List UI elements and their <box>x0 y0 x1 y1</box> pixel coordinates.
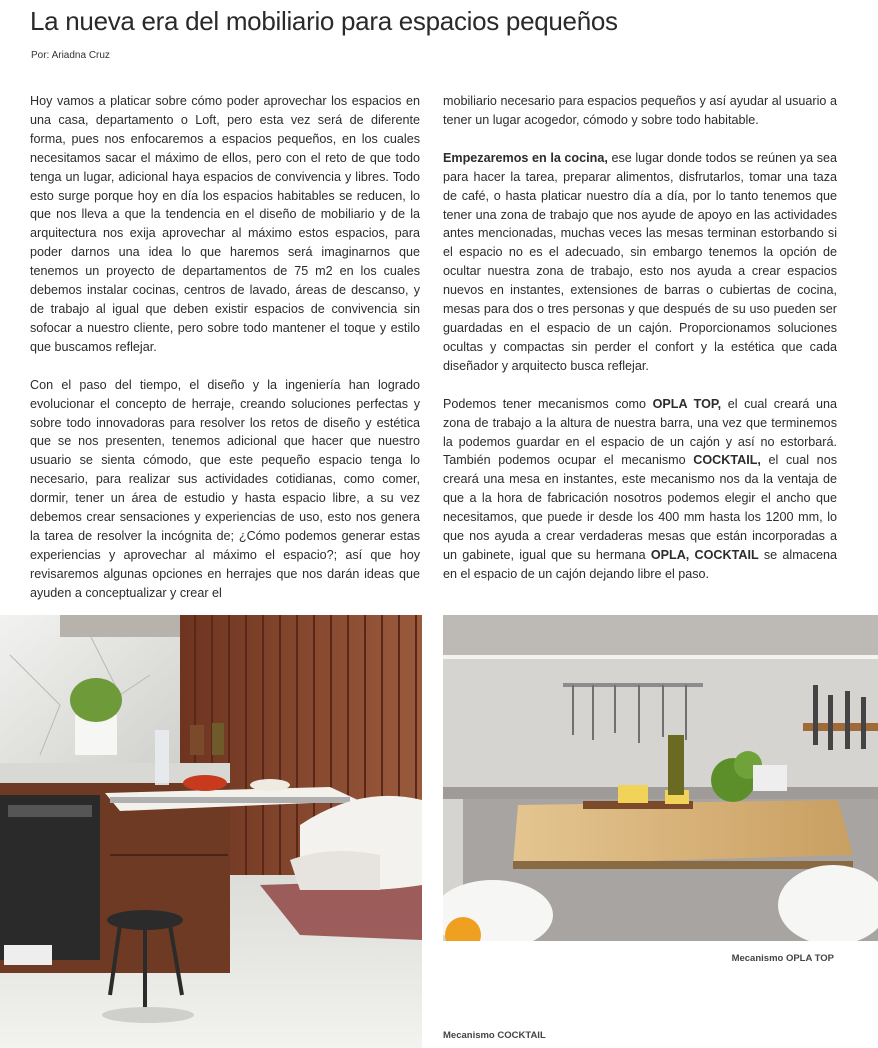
text-run: el cual creará una zona de trabajo a la altura de nuestra barra, una vez que terminemos la podemos guardar en el espacio de un cajón y así no estorbará. También podemos ocupar el mecanismo <box>443 396 837 468</box>
byline: Por: Ariadna Cruz <box>31 50 110 61</box>
cocktail-kitchen-photo <box>0 615 422 1048</box>
right-text-column <box>443 92 837 603</box>
paragraph <box>443 149 837 376</box>
paragraph: mobiliario necesario para espacios pequeños y así ayudar al usuario a tener un lugar acogedor, cómodo y sobre todo habitable. <box>443 94 837 127</box>
paragraph: Con el paso del tiempo, el diseño y la ingeniería han logrado evolucionar el concepto de herraje, creando soluciones perfectas y sobre todo innovadoras para resolver los retos de diseño y estética que se nos presenten, tenemos adicional que hacer que nuestro usuario se sienta cómodo, que este pequeño espacio tenga lo necesario, para realizar sus actividades cotidianas, como comer, dormir, tener un área de estudio y hasta espacio libre, a su vez debemos crear sensaciones y experiencias de uso, esto nos genera la tarea de resolver la incógnita de; ¿Cómo podemos generar estas experiencias y aprovechar al máximo el espacio?; así que hoy revisaremos algunas opciones en herrajes que nos darán ideas que ayuden a conceptualizar y crear el <box>30 377 420 600</box>
paragraph <box>443 395 837 584</box>
opla-top-caption: Mecanismo OPLA TOP <box>731 953 834 964</box>
product-name-opla-cocktail: OPLA, COCKTAIL <box>650 547 759 562</box>
text-run: ese lugar donde todos se reúnen ya sea para hacer la tarea, preparar alimentos, disfrutarlos, tomar una taza de café, o hasta platicar nuestro día a día, por lo tanto tenemos que tener una zona de trabajo que nos ayude de apoyo en las actividades antes mencionadas, muchas veces las mesas terminan estorbando si el espacio no es el adecuado, sin embargo tenemos la opción de ocultar nuestra zona de trabajo, esto nos ayuda a crear espacios nuevos en instantes, extensiones de barras o cubiertas de cocina, mesas para dos o tres personas y que después de su uso pueden ser guardadas en el espacio de un cajón. Proporcionamos soluciones ocultas y compactas sin perder el confort y la estética que cada diseñador y arquitecto busca reflejar. <box>443 150 838 373</box>
text-run: se almacena en el espacio de un cajón dejando libre el paso. <box>443 547 838 581</box>
text-run: Podemos tener mecanismos como <box>443 396 653 411</box>
opla-top-kitchen-photo <box>443 615 878 941</box>
text-run: el cual nos creará una mesa en instantes, este mecanismo nos da la ventaja de que a la hora de fabricación nosotros podemos elegir el ancho que necesitamos, que puede ir desde los 400 mm hasta los 1200 mm, lo que nos ayuda a crear verdaderas mesas que están incorporadas a un gabinete, igual que su hermana <box>443 453 837 562</box>
bold-lead: Empezaremos en la cocina, <box>443 150 608 165</box>
paragraph: Hoy vamos a platicar sobre cómo poder aprovechar los espacios en una casa, departamento o Loft, pero esta vez será de diferente forma, pues nos enfocaremos a espacios pequeños, en los cuales necesitamos sacar el máximo de ellos, pero con el reto de que todo tenga un lugar, adicional haya espacios de convivencia y libres. Todo esto surge porque hoy en día los espacios habitables se reducen, lo que nos lleva a que la tendencia en el diseño de mobiliario y de la arquitectura nos exija aprovechar al máximo estos espacios, para poder darnos una idea lo que haremos será imaginarnos que tenemos un proyecto de departamentos de 75 m2 en los cuales debemos instalar cocinas, centros de lavado, áreas de descanso, y de trabajo al igual que deben existir espacios de convivencia sin sofocar a nuestro cliente, pero sobre todo mantener el toque y estilo que buscamos reflejar. <box>30 94 420 354</box>
product-name-opla-top: OPLA TOP, <box>652 396 722 411</box>
article-title: La nueva era del mobiliario para espacios pequeños <box>30 6 618 36</box>
cocktail-caption: Mecanismo COCKTAIL <box>443 1030 546 1041</box>
product-name-cocktail: COCKTAIL, <box>693 453 761 468</box>
left-text-column <box>30 92 420 622</box>
